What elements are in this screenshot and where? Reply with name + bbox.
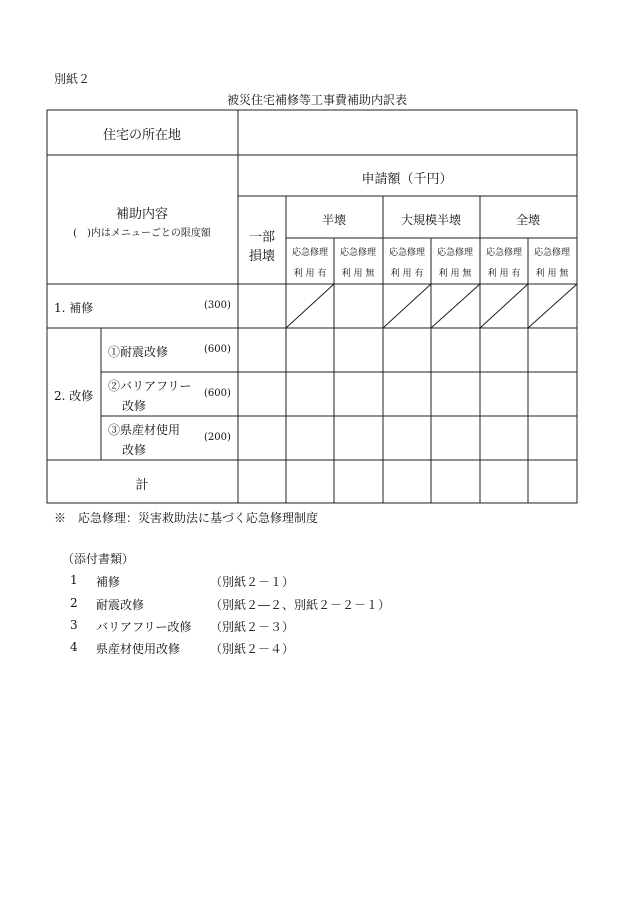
row-local-line2: 改修	[122, 443, 147, 457]
diagonal-strike	[528, 284, 577, 328]
attachment-num: 4	[70, 640, 78, 654]
subheader-emergency: 応急修理	[339, 248, 377, 258]
row-barrier-line1: ②バリアフリー	[108, 379, 192, 393]
row-quake-label: ①耐震改修	[108, 345, 169, 359]
attachment-num: 3	[70, 618, 78, 632]
subheader-emergency: 応急修理	[533, 248, 571, 258]
subheader-use-yes: 利 用 有	[390, 269, 424, 279]
row-quake-limit: (600)	[204, 344, 231, 355]
row-repair-label: 1. 補修	[54, 301, 94, 315]
attachment-name: 耐震改修	[96, 598, 145, 612]
subheader-use-no: 利 用 無	[341, 269, 375, 279]
diagonal-strike	[480, 284, 528, 328]
header-large-half: 大規模半壊	[400, 213, 462, 227]
attachment-num: 2	[70, 596, 78, 610]
attachment-name: 県産材使用改修	[96, 642, 181, 656]
subheader-emergency: 応急修理	[291, 248, 329, 258]
subheader-use-no: 利 用 無	[438, 269, 472, 279]
content-note: ( )内はメニューごとの限度額	[73, 228, 211, 239]
row-total-label: 計	[135, 478, 149, 493]
attachment-label: 別紙２	[54, 72, 91, 86]
document-title: 被災住宅補修等工事費補助内訳表	[226, 93, 408, 107]
header-half: 半壊	[321, 213, 347, 227]
attachment-ref: （別紙２―２、別紙２－２－１）	[210, 598, 391, 612]
partial-damage-line1: 一部	[248, 230, 276, 245]
amount-header: 申請額（千円）	[361, 172, 453, 187]
row-local-limit: (200)	[204, 432, 231, 443]
diagonal-strike	[286, 284, 334, 328]
subheader-use-yes: 利 用 有	[487, 269, 521, 279]
row-kaishu-label: 2. 改修	[54, 389, 94, 403]
row-barrier-line2: 改修	[122, 399, 147, 413]
attachments-heading: （添付書類）	[62, 552, 135, 566]
attachment-name: バリアフリー改修	[96, 620, 192, 634]
row-repair-limit: (300)	[204, 300, 231, 311]
diagonal-strike	[383, 284, 431, 328]
partial-damage-line2: 損壊	[248, 249, 276, 264]
subheader-use-yes: 利 用 有	[293, 269, 327, 279]
content-label: 補助内容	[115, 207, 169, 222]
row-barrier-limit: (600)	[204, 388, 231, 399]
subheader-emergency: 応急修理	[485, 248, 523, 258]
subheader-use-no: 利 用 無	[535, 269, 569, 279]
attachment-ref: （別紙２－３）	[210, 620, 295, 634]
row-local-line1: ③県産材使用	[108, 423, 181, 437]
header-full: 全壊	[515, 213, 541, 227]
diagonal-strike	[431, 284, 480, 328]
attachment-name: 補修	[96, 575, 121, 589]
attachment-ref: （別紙２－４）	[210, 642, 295, 656]
attachment-ref: （別紙２－１）	[210, 575, 295, 589]
location-label: 住宅の所在地	[102, 128, 182, 143]
footnote: ※ 応急修理：災害救助法に基づく応急修理制度	[54, 511, 319, 525]
subheader-emergency: 応急修理	[388, 248, 426, 258]
attachment-num: 1	[70, 573, 78, 587]
subheader-emergency: 応急修理	[436, 248, 474, 258]
